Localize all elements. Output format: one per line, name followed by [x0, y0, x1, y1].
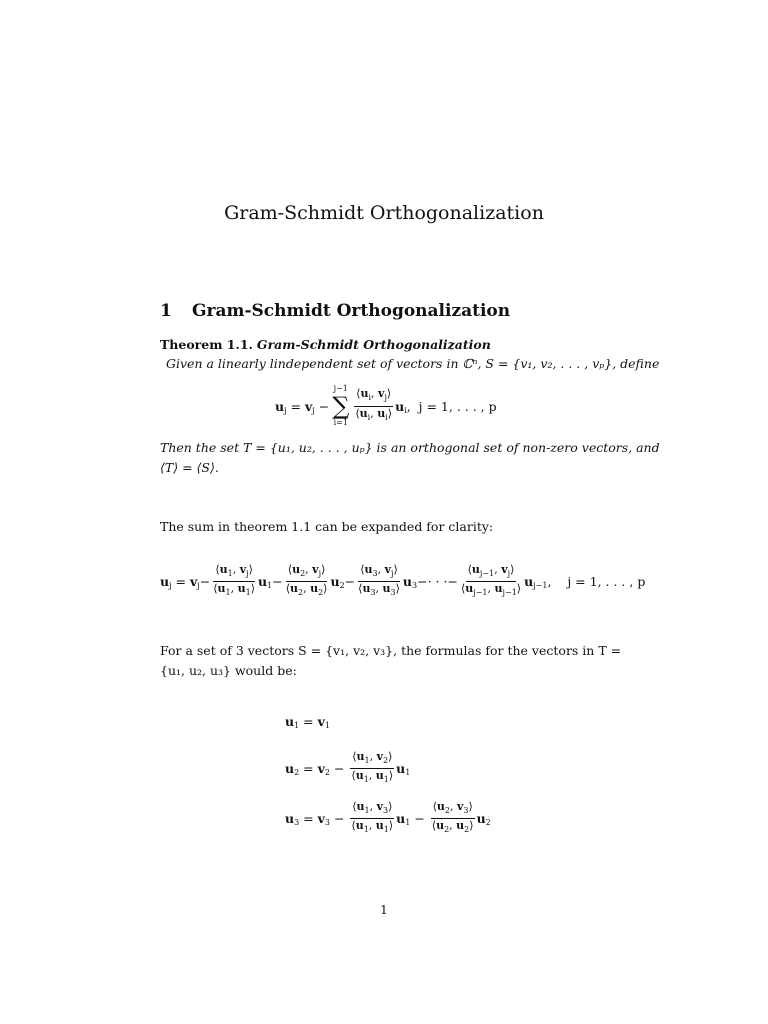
theorem-conclusion-line2: ⟨T⟩ = ⟨S⟩.	[160, 460, 219, 475]
formula-u1: u $_1$ = v $_1$	[285, 714, 330, 730]
formula-u3: u $_3$ = v $_3$ − $\frac{⟨u_1, v_3⟩}{⟨u_1, u_1⟩}$ u $_1$ − $\frac{⟨u_2, v_3⟩}{⟨u_2, u_2⟩}$ u $_2$	[285, 800, 491, 835]
theorem-name: Gram-Schmidt Orthogonalization	[256, 337, 491, 352]
document-title: Gram-Schmidt Orthogonalization	[224, 202, 544, 224]
theorem-conclusion-line1: Then the set T = {u₁, u₂, . . . , uₚ} is an orthogonal set of non-zero vectors, and	[160, 440, 660, 455]
gram-schmidt-formula: u $_j$ = v $_j$ − j−1 ∑ i=1 $\frac{⟨u_i, v_j⟩}{⟨u_i, u_i⟩}$ u $_i$ , j = 1, . . . , p	[275, 384, 497, 427]
expanded-formula: u $_j$ = v $_j$ − $\frac{⟨u_1, v_j⟩}{⟨u_1, u_1⟩}$ u $_1$ − $\frac{⟨u_2, v_j⟩}{⟨u_2, u_2⟩}$ u $_2$ − $\frac{⟨u_3, v_j⟩}{⟨u_3, u_3⟩}$ u $_3$ −· · ·− $\frac{⟨u_{j-1}, v_j⟩}{⟨u_{j-1}, u_{j-1}⟩}$ u $_{j-1}$ , j = 1, . . . , p	[160, 563, 646, 598]
section-heading	[160, 301, 510, 321]
theorem-heading	[160, 337, 491, 352]
theorem-label: Theorem 1.1.	[160, 337, 253, 352]
section-title: Gram-Schmidt Orthogonalization	[192, 301, 511, 321]
expand-text: The sum in theorem 1.1 can be expanded for clarity:	[160, 519, 494, 534]
formula-u2: u $_2$ = v $_2$ − $\frac{⟨u_1, v_2⟩}{⟨u_1, u_1⟩}$ u $_1$	[285, 750, 411, 785]
section-number: 1	[160, 301, 172, 321]
three-vectors-line2: {u₁, u₂, u₃} would be:	[160, 663, 297, 678]
three-vectors-line1: For a set of 3 vectors S = {v₁, v₂, v₃}, the formulas for the vectors in T =	[160, 643, 622, 658]
page-number: 1	[380, 903, 388, 917]
theorem-intro: Given a linearly lindependent set of vectors in ℂⁿ, S = {v₁, v₂, . . . , vₚ}, define	[166, 356, 660, 371]
